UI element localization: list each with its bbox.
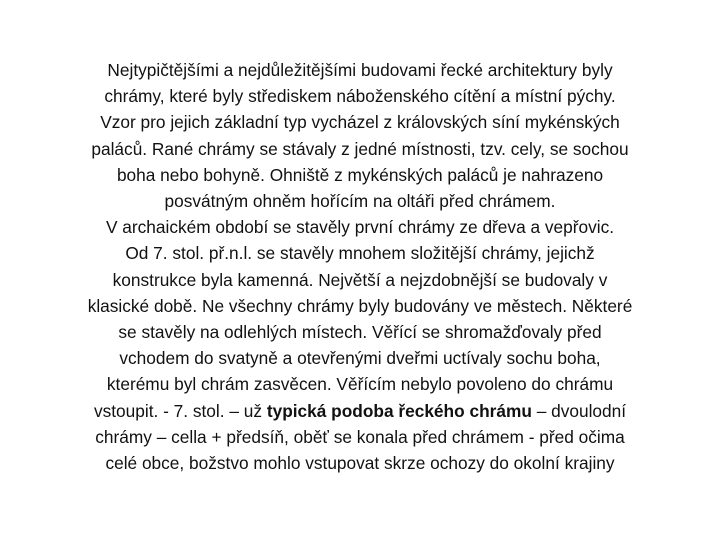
text-line: kterému byl chrám zasvěcen. Věřícím nebylo povoleno do chrámu <box>106 374 614 395</box>
text-line: se stavěly na odlehlých místech. Věřící se shromažďovaly před <box>118 322 602 343</box>
text-line: vchodem do svatyně a otevřenými dveřmi uctívaly sochu boha, <box>119 348 601 369</box>
text-line: klasické době. Ne všechny chrámy byly budovány ve městech. Některé <box>87 295 633 316</box>
text-line: celé obce, božstvo mohlo vstupovat skrze ochozy do okolní krajiny <box>105 453 615 474</box>
text-line: konstrukce byla kamenná. Největší a nejzdobnější se budovaly v <box>112 269 608 290</box>
text-line: chrámy, které byly střediskem náboženského cítění a místní pýchy. <box>104 86 616 107</box>
text-line: Vzor pro jejich základní typ vycházel z královských síní mykénských <box>100 112 620 133</box>
text-line: chrámy – cella + předsíň, oběť se konala před chrámem - před očima <box>95 426 625 447</box>
text-segment: vstoupit. - 7. stol. – už <box>93 400 267 421</box>
text-line: boha nebo bohyně. Ohniště z mykénských paláců je nahrazeno <box>116 164 604 185</box>
emphasized-phrase: typická podoba řeckého chrámu <box>266 400 532 421</box>
text-segment: – dvoulodní <box>531 400 627 421</box>
text-line: V archaickém období se stavěly první chrámy ze dřeva a vepřovic. <box>105 217 615 238</box>
text-line: posvátným ohněm hořícím na oltáři před chrámem. <box>164 191 556 212</box>
text-line: paláců. Rané chrámy se stávaly z jedné místnosti, tzv. cely, se sochou <box>91 138 629 159</box>
text-line: Od 7. stol. př.n.l. se stavěly mnohem složitější chrámy, jejichž <box>125 243 595 264</box>
text-line-with-emphasis <box>40 398 680 424</box>
body-text <box>40 57 680 476</box>
text-line: Nejtypičtějšími a nejdůležitějšími budovami řecké architektury byly <box>107 60 613 80</box>
